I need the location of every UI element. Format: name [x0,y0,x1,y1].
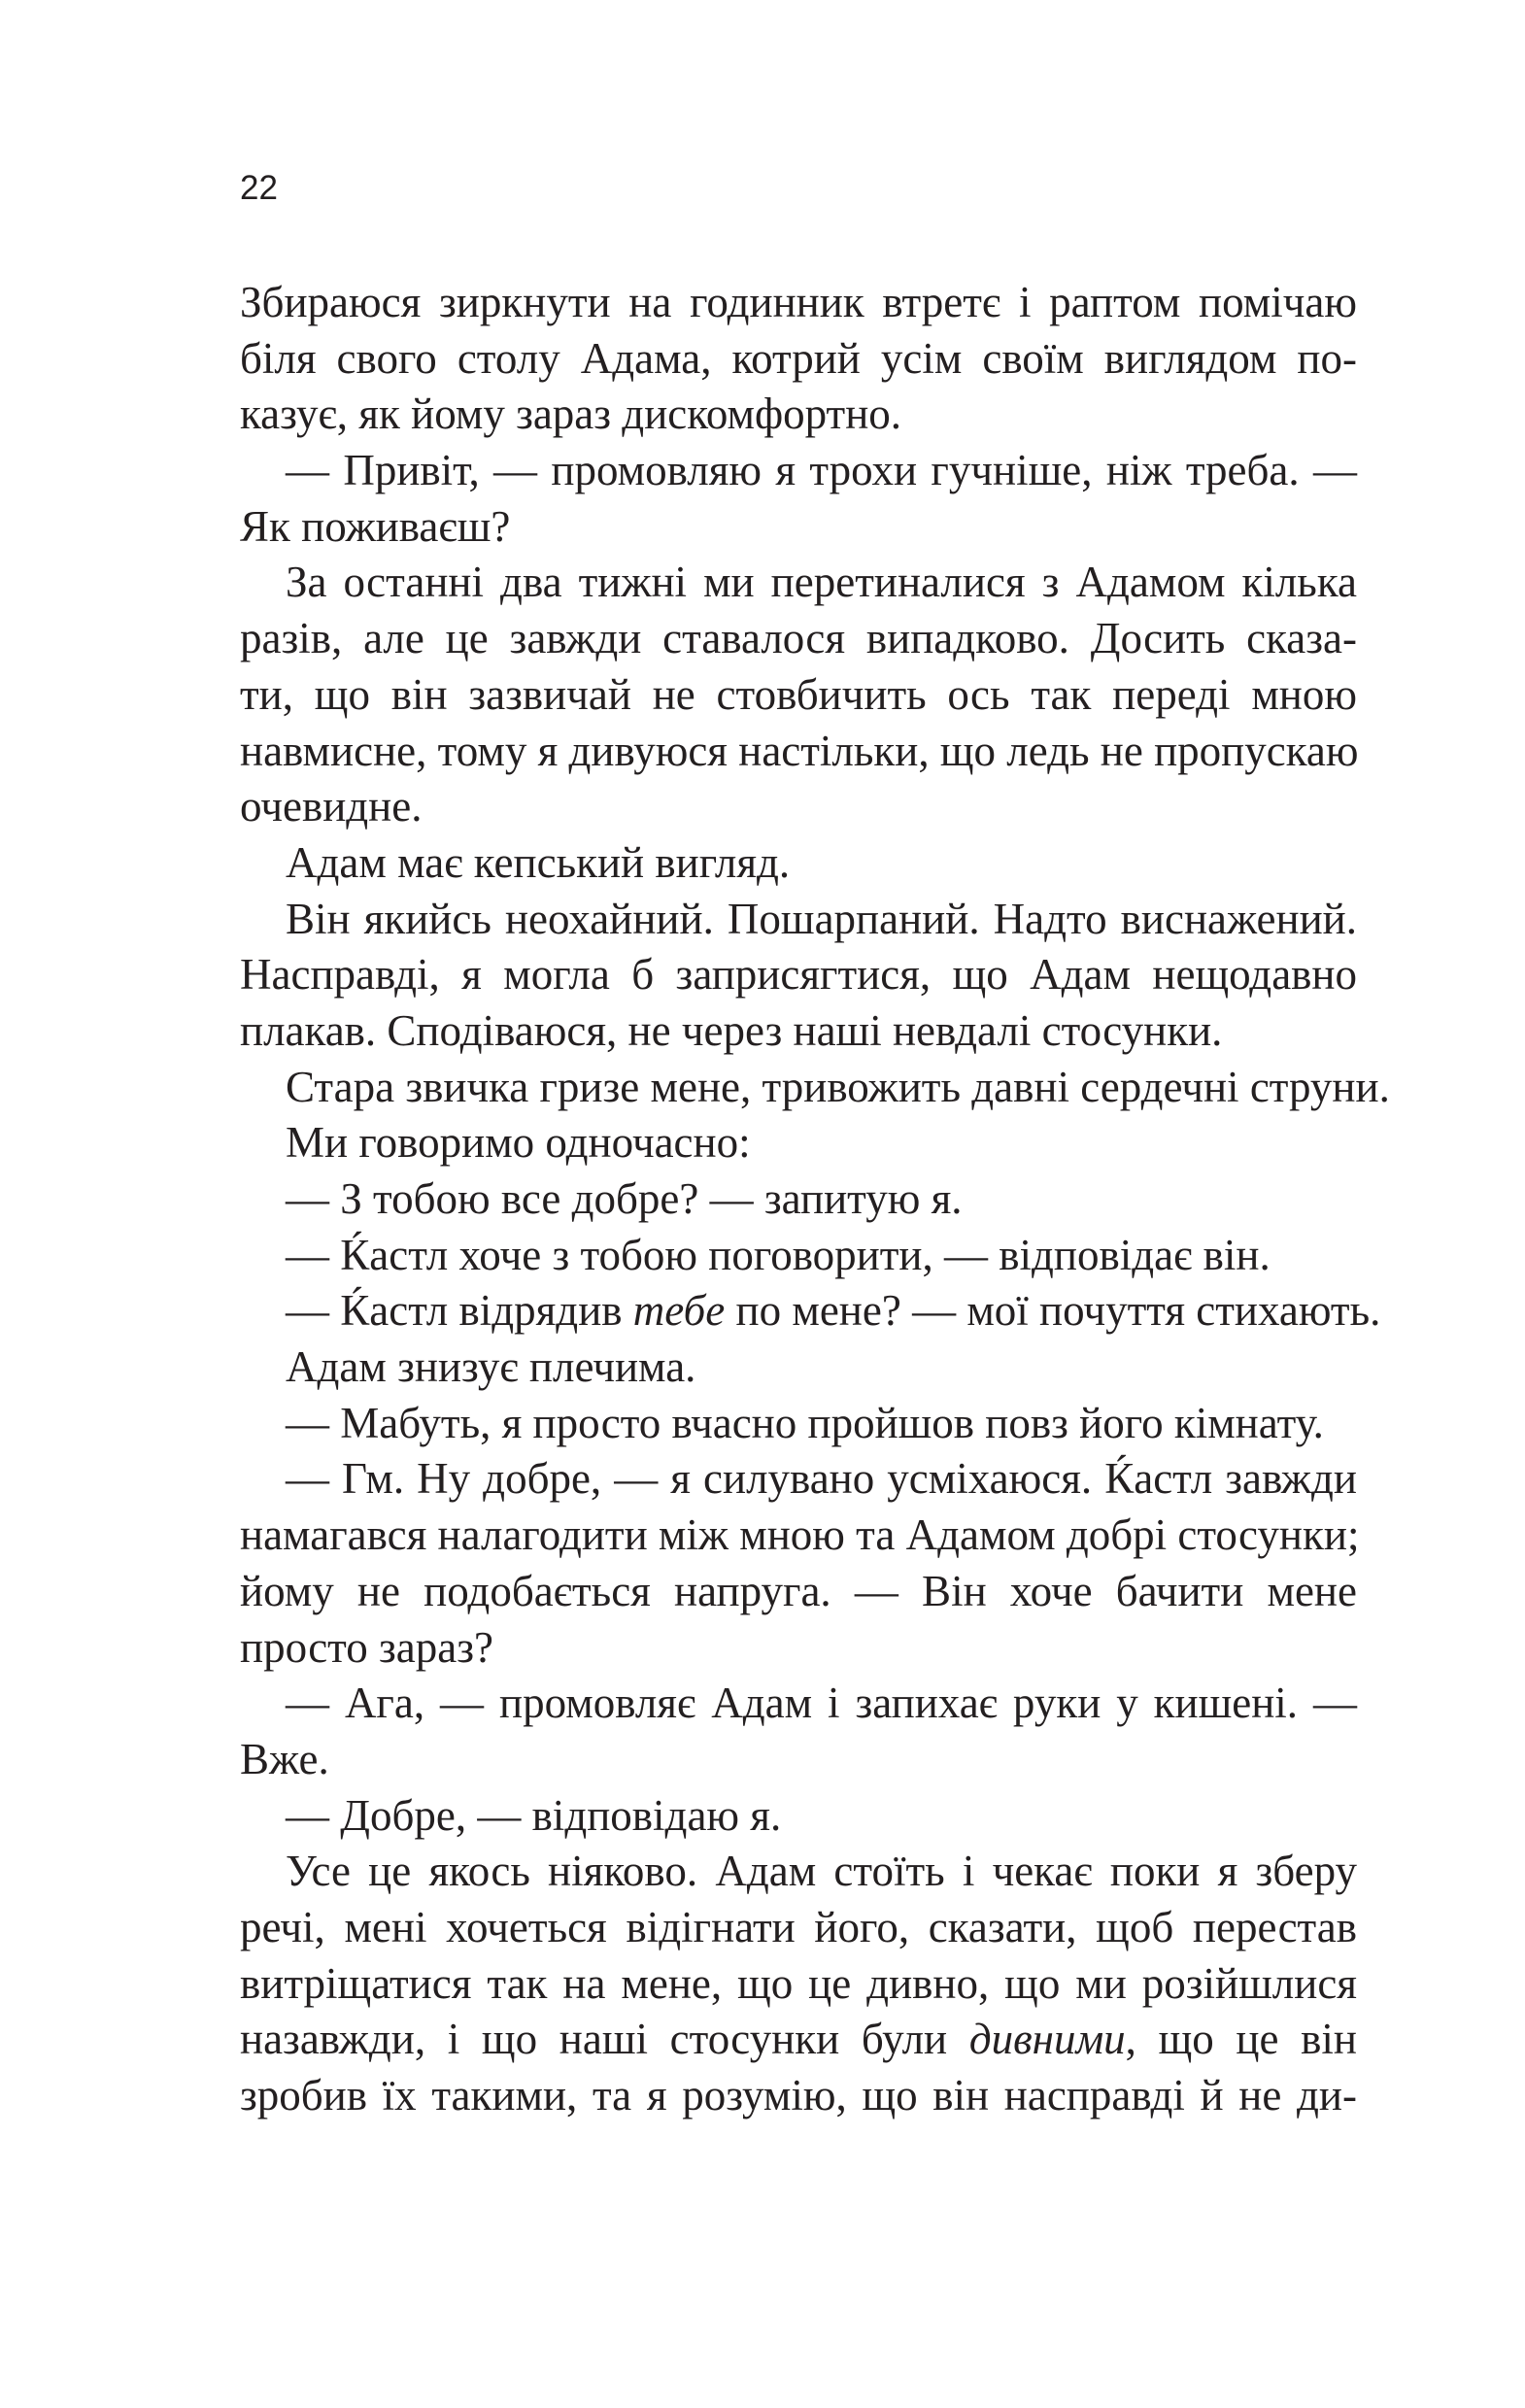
text-line: Ми говоримо одночасно: [286,1118,751,1168]
text-run: назавжди, і що наші стосунки були [240,2015,969,2064]
text-line: просто зараз? [240,1622,493,1672]
text-line: Він якийсь неохайний. Пошарпаний. Надто виснажений. [286,894,1357,943]
text-line [240,1283,1381,1340]
text-line: За останні два тижні ми перетиналися з Адамом кілька [286,558,1357,607]
body-text [240,275,1390,2124]
text-line: — З тобою все добре? — запитую я. [286,1174,963,1223]
text-run: , що це він [1125,2015,1357,2064]
text-line: плакав. Сподіваюся, не через наші невдалі стосунки. [240,1005,1223,1055]
text-line: біля свого столу Адама, котрий усім своїм виглядом по- [240,333,1357,383]
text-line: навмисне, тому я дивуюся настільки, що ледь не пропускаю [240,726,1359,775]
text-line: — Ќастл хоче з тобою поговорити, — відповідає він. [286,1230,1271,1279]
text-line: — Привіт, — промовляю я трохи гучніше, ніж треба. — [286,446,1357,495]
text-line [240,2012,1357,2068]
text-line: Збираюся зиркнути на годинник втретє і раптом помічаю [240,278,1357,326]
text-run: по мене? — мої почуття стихають. [725,1286,1381,1336]
text-line: йому не подобається напруга. — Він хоче бачити мене [240,1566,1357,1615]
text-line: разів, але це завжди ставалося випадково. Досить сказа- [240,614,1357,663]
italic-text: дивними [968,2015,1126,2064]
text-line: казує, як йому зараз дискомфортно. [240,390,902,439]
text-line: — Мабуть, я просто вчасно пройшов повз його кімнату. [286,1398,1324,1447]
text-line: Насправді, я могла б заприсягтися, що Адам нещодавно [240,950,1357,1000]
text-line: Адам має кепський вигляд. [286,837,791,887]
italic-text: тебе [632,1286,726,1336]
text-line: витріщатися так на мене, що це дивно, що ми розійшлися [240,1958,1357,2008]
text-line: Стара звичка гризе мене, тривожить давні сердечні струни. [286,1062,1390,1111]
text-line: Вже. [240,1734,329,1783]
text-line: Усе це якось ніяково. Адам стоїть і чекає поки я зберу [286,1847,1357,1896]
text-line: речі, мені хочеться відігнати його, сказати, щоб перестав [240,1902,1357,1951]
text-line: зробив їх такими, та я розумію, що він насправді й не ди- [240,2071,1357,2120]
text-run: — Ќастл відрядив [286,1286,633,1336]
text-line: — Добре, — відповідаю я. [286,1790,782,1840]
text-line: очевидне. [240,782,423,831]
text-line: намагався налагодити між мною та Адамом добрі стосунки; [240,1510,1360,1560]
page-number: 22 [240,169,278,207]
text-line: ти, що він зазвичай не стовбичить ось так переді мною [240,669,1357,719]
text-line: — Ага, — промовляє Адам і запихає руки у кишені. — [286,1679,1357,1728]
text-line: Як поживаєш? [240,501,511,551]
text-line: Адам знизує плечима. [286,1342,696,1392]
text-line: — Гм. Ну добре, — я силувано усміхаюся. Ќастл завжди [286,1454,1357,1504]
